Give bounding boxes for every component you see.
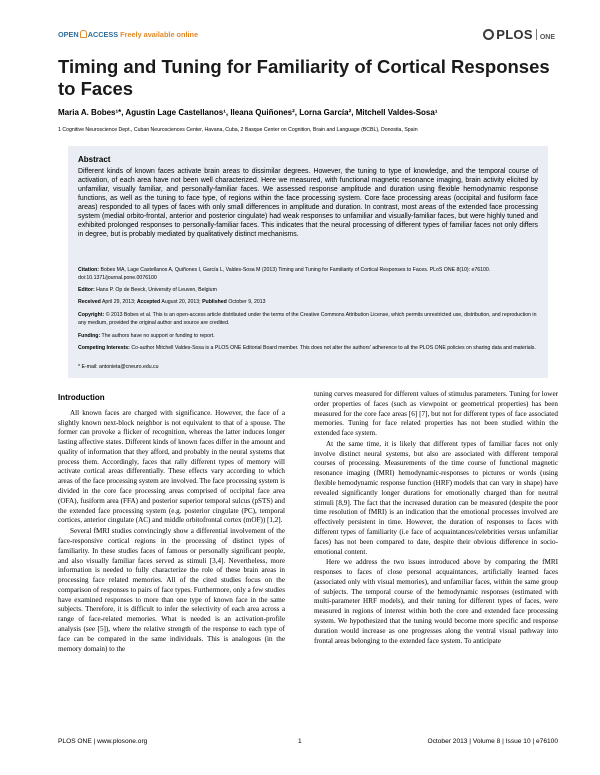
intro-paragraph: Here we address the two issues introduced above by comparing the fMRI responses to faces of close personal acquaintances, artificially learned faces (associated only with visual memories), and unfamiliar faces, within the same group of subjects. The temporal course of the hemodynamic responses (estimated with multi-parameter HRF models), and their tuning for different types of faces, were measured in regions of interest within both the core and extended face processing system. We hypothesized that the tuning would become more specific and response duration would increase as one progresses along the ventral visual pathway into frontal areas belonging to the extended face system. To anticipate [314,558,558,645]
funding-line [78,333,538,341]
copyright-label: Copyright: [78,312,105,318]
accepted-label: Accepted [136,299,161,305]
footer-issue: October 2013 | Volume 8 | Issue 10 | e76100 [427,738,558,745]
competing-label: Competing Interests: [78,345,130,351]
author-list: Maria A. Bobes¹*, Agustin Lage Castellanos¹, Ileana Quiñones², Lorna García², Mitchell Valdes-Sosa¹ [58,108,438,117]
plos-logo-icon [483,29,494,40]
editor-text: Hans P. Op de Beeck, University of Leuven, Belgium [96,287,217,293]
left-column [58,393,285,655]
journal-brand: PLOS [496,27,533,42]
funding-label: Funding: [78,333,101,339]
logo-divider [536,29,537,40]
open-access-banner [58,30,198,39]
published-date: October 9, 2013 [228,299,266,305]
editor-label: Editor: [78,287,95,293]
published-label: Published [202,299,227,305]
journal-sub: ONE [539,34,555,41]
oa-open-label: OPEN [58,30,79,39]
received-label: Received [78,299,101,305]
right-column [314,390,558,647]
abstract-text: Different kinds of known faces activate brain areas to dissimilar degrees. However, the tuning to type of knowledge, and the temporal course of activation, of each area have not been well characterized. Here we measured, with functional magnetic resonance imaging, brain activity elicited by unfamiliar, visually familiar, and personally-familiar faces. We assessed response amplitude and duration using flexible hemodynamic response functions, as well as the tuning to face type, of regions within the face processing system. Core face processing areas (occipital and fusiform face areas) responded to all types of faces with only small differences in amplitude and duration. In contrast, most areas of the extended face processing system (medial orbito-frontal, anterior and posterior cingulate) had weak responses to unfamiliar and visually-familiar faces, but were highly tuned and exhibited prolonged responses to personally-familiar faces. This indicates that the neural processing of different types of familiar faces not only differs in degree, but is probably mediated by qualitatively distinct mechanisms. [78,168,538,239]
citation-text: Bobes MA, Lage Castellanos A, Quiñones I, García L, Valdes-Sosa M (2013) Timing and Tuning for Familiarity of Cortical Responses to Faces. PLoS ONE 8(10): e76100. doi:10.1371/journal.pone.0076100 [78,267,491,281]
intro-heading: Introduction [58,393,105,402]
footer-journal: PLOS ONE | www.plosone.org [58,738,148,745]
affiliations: 1 Cognitive Neuroscience Dept., Cuban Neurosciences Center, Havana, Cuba, 2 Basque Center on Cognition, Brain and Language (BCBL), Donostia, Spain [58,127,418,133]
funding-text: The authors have no support or funding to report. [101,333,215,339]
received-date: April 29, 2013; [101,299,136,305]
citation-label: Citation: [78,267,100,273]
oa-access-label: ACCESS [87,30,119,39]
email-line: * E-mail: antonieta@cneuro.edu.cu [78,364,159,370]
accepted-date: August 20, 2013; [161,299,201,305]
top-bar [58,28,555,46]
intro-paragraph: All known faces are charged with significance. However, the face of a slightly known next-block neighbor is not equivalent to that of a spouse. The former can provoke a flicker of recognition, whereas the latter induces longer lasting affective states. Different kinds of known faces differ in the amount and quality of information that they afford, and probably in the neural systems that process them. Accordingly, faces that rally different types of memory will activate cortical areas differentially. These effects vary according to which areas of the face processing system are involved. The face processing system is divided in the core face processing areas comprised of occipital face area (OFA), fusiform area (FFA) and posterior superior temporal sulcus (pSTS) and the extended face processing system (e.g. posterior cingulate (PC), temporal cortices, anterior cingulate (AC) and middle orbitofrontal cortex (mOF)) [1,2]. [58,408,285,525]
intro-paragraph: At the same time, it is likely that different types of familiar faces not only involve distinct neural systems, but also are associated with different temporal courses of processing. Measurements of the time course of functional magnetic resonance imaging (fMRI) hemodynamic-responses to pictures or words (using flexible hemodynamic response function (HRF) models that can vary in shape) have revealed significantly longer durations for emotionally charged than for neutral stimuli [8,9]. The fact that the increased duration can be measured (despite the poor time resolution of fMRI) is an indication that the emotional processes involved are effectively persistent in time. However, the duration of responses to faces with different types of familiarity (i.e face of acquaintances/celebrities versus unfamiliar faces) has not been compared to date, despite their obvious difference in socio-emotional content. [314,439,558,556]
intro-paragraph: tuning curves measured for different values of stimulus parameters. Tuning for lower order properties of faces (such as viewpoint or geometrical properties) has been measured for the core face areas [6] [7], but not for different types of face associated memories. Tuning for face related properties has not been studied within the extended face system. [314,390,558,438]
oa-tagline: Freely available online [120,30,199,39]
copyright-text: © 2013 Bobes et al. This is an open-access article distributed under the terms of the Creative Commons Attribution License, which permits unrestricted use, distribution, and reproduction in any medium, provided the original author and source are credited. [78,312,537,326]
abstract-heading: Abstract [78,155,111,164]
open-lock-icon [80,30,87,38]
competing-interests-line [78,345,538,353]
article-title: Timing and Tuning for Familiarity of Cortical Responses to Faces [58,56,550,99]
editor-line [78,287,538,295]
journal-logo [483,26,555,44]
page-number: 1 [298,738,302,745]
dates-line [78,299,538,307]
abstract-box [68,146,548,378]
copyright-line [78,312,538,327]
intro-paragraph: Several fMRI studies convincingly show a differential involvement of the face-responsive cortical regions in the processing of distinct types of familiarity. In these studies faces of famous or personally significant people, and also visually familiar faces served as stimuli [3,4]. Nevertheless, more information is needed to fully characterize the role of these brain areas in processing face related memories. All of the cited studies focus on the comparison of responses to pairs of face types. Furthermore, only a few studies have examined responses to more than one type of known face in the same subjects. Therefore, it is difficult to infer the selectivity of each area across a range of face-related memories. What is needed is an activation-profile analysis (see [5]), where the relative strength of the response to each type of face can be compared in the same individuals. This is analogous (in the memory domain) to the [58,527,285,653]
competing-text: Co-author Mitchell Valdes-Sosa is a PLOS ONE Editorial Board member. This does not alter the authors' adherence to all the PLOS ONE policies on sharing data and materials. [131,345,536,351]
citation-line [78,267,538,282]
